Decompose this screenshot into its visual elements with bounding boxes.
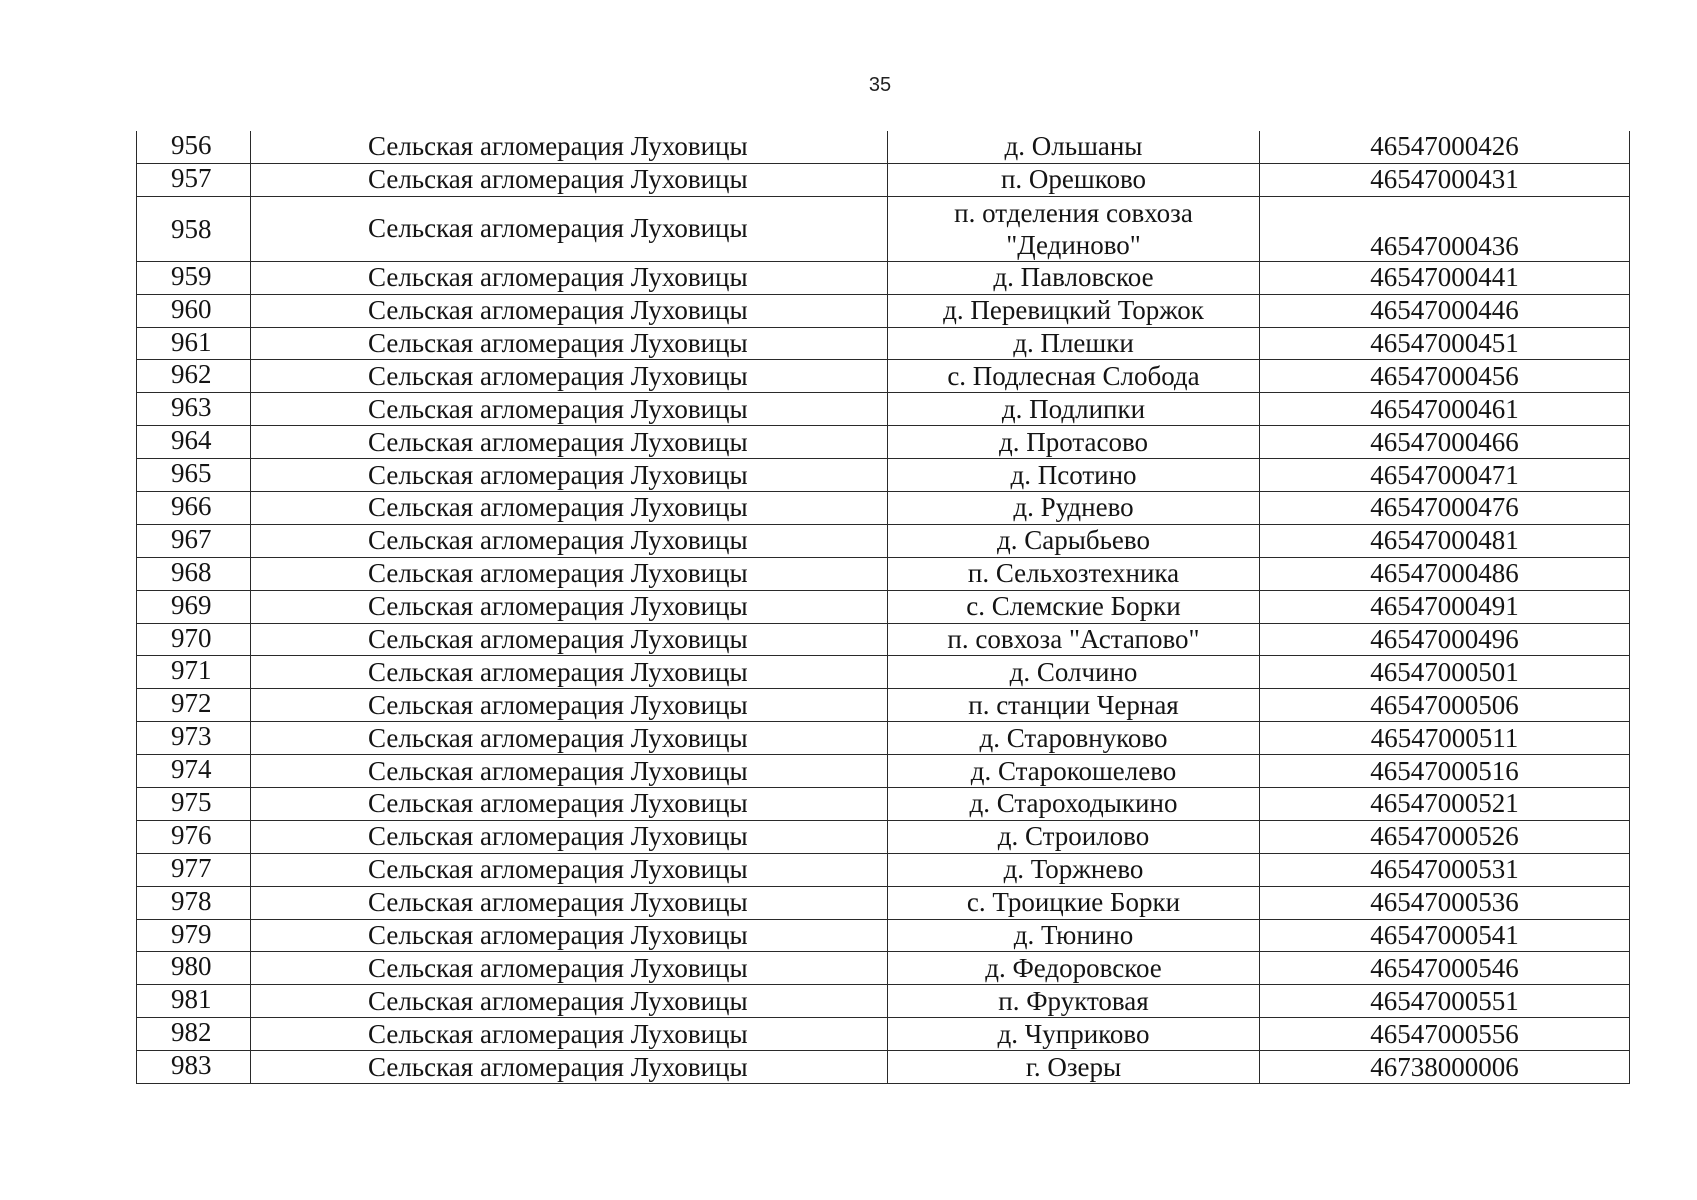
settlement-cell: д. Павловское — [888, 261, 1260, 294]
oktmo-code-cell: 46547000431 — [1260, 163, 1630, 196]
settlement-cell: д. Подлипки — [888, 393, 1260, 426]
settlement-cell: д. Протасово — [888, 426, 1260, 459]
settlement-cell: д. Старовнуково — [888, 722, 1260, 755]
row-number-cell: 958 — [137, 196, 251, 261]
oktmo-code-cell: 46547000556 — [1260, 1018, 1630, 1051]
row-number-cell: 969 — [137, 590, 251, 623]
agglomeration-cell: Сельская агломерация Луховицы — [251, 163, 888, 196]
table-row — [137, 952, 1630, 985]
agglomeration-cell: Сельская агломерация Луховицы — [251, 1051, 888, 1084]
row-number-cell: 965 — [137, 459, 251, 492]
agglomeration-cell: Сельская агломерация Луховицы — [251, 261, 888, 294]
row-number-cell: 975 — [137, 788, 251, 821]
row-number-cell: 968 — [137, 557, 251, 590]
table-row — [137, 656, 1630, 689]
table-row — [137, 492, 1630, 525]
settlement-cell: д. Чуприково — [888, 1018, 1260, 1051]
row-number-cell: 957 — [137, 163, 251, 196]
settlement-cell: п. Сельхозтехника — [888, 557, 1260, 590]
table-row — [137, 623, 1630, 656]
settlement-cell: д. Старокошелево — [888, 755, 1260, 788]
row-number-cell: 956 — [137, 131, 251, 163]
settlement-cell: д. Торжнево — [888, 853, 1260, 886]
agglomeration-cell: Сельская агломерация Луховицы — [251, 426, 888, 459]
table-row — [137, 788, 1630, 821]
row-number-cell: 966 — [137, 492, 251, 525]
table-row — [137, 327, 1630, 360]
agglomeration-cell: Сельская агломерация Луховицы — [251, 853, 888, 886]
agglomeration-cell: Сельская агломерация Луховицы — [251, 722, 888, 755]
agglomeration-cell: Сельская агломерация Луховицы — [251, 689, 888, 722]
agglomeration-cell: Сельская агломерация Луховицы — [251, 886, 888, 919]
row-number-cell: 967 — [137, 524, 251, 557]
agglomeration-cell: Сельская агломерация Луховицы — [251, 294, 888, 327]
oktmo-code-cell: 46547000491 — [1260, 590, 1630, 623]
row-number-cell: 976 — [137, 820, 251, 853]
settlement-cell: д. Руднево — [888, 492, 1260, 525]
oktmo-code-cell: 46547000546 — [1260, 952, 1630, 985]
oktmo-code-cell: 46547000486 — [1260, 557, 1630, 590]
oktmo-code-cell: 46547000501 — [1260, 656, 1630, 689]
table-row — [137, 886, 1630, 919]
table-row — [137, 755, 1630, 788]
settlement-cell: д. Солчино — [888, 656, 1260, 689]
settlement-cell: п. совхоза "Астапово" — [888, 623, 1260, 656]
oktmo-code-cell: 46547000426 — [1260, 131, 1630, 163]
settlement-cell: д. Староходыкино — [888, 788, 1260, 821]
oktmo-code-cell: 46547000446 — [1260, 294, 1630, 327]
table-row — [137, 261, 1630, 294]
settlement-cell: д. Сарыбьево — [888, 524, 1260, 557]
settlement-cell: п. отделения совхоза "Дединово" — [888, 196, 1260, 261]
oktmo-code-cell: 46547000461 — [1260, 393, 1630, 426]
agglomeration-cell: Сельская агломерация Луховицы — [251, 952, 888, 985]
table-row — [137, 590, 1630, 623]
oktmo-code-cell: 46547000481 — [1260, 524, 1630, 557]
row-number-cell: 974 — [137, 755, 251, 788]
oktmo-code-cell: 46547000511 — [1260, 722, 1630, 755]
table-row — [137, 426, 1630, 459]
agglomeration-cell: Сельская агломерация Луховицы — [251, 623, 888, 656]
settlement-cell: п. Фруктовая — [888, 985, 1260, 1018]
row-number-cell: 962 — [137, 360, 251, 393]
settlement-cell: с. Слемские Борки — [888, 590, 1260, 623]
settlement-cell: д. Тюнино — [888, 919, 1260, 952]
oktmo-code-cell: 46547000456 — [1260, 360, 1630, 393]
row-number-cell: 972 — [137, 689, 251, 722]
table-body — [137, 131, 1630, 1084]
table-row — [137, 557, 1630, 590]
agglomeration-cell: Сельская агломерация Луховицы — [251, 196, 888, 261]
settlement-cell: г. Озеры — [888, 1051, 1260, 1084]
settlement-cell: п. Орешково — [888, 163, 1260, 196]
table-row — [137, 919, 1630, 952]
table-row — [137, 689, 1630, 722]
row-number-cell: 977 — [137, 853, 251, 886]
oktmo-code-cell: 46547000471 — [1260, 459, 1630, 492]
settlement-cell: д. Строилово — [888, 820, 1260, 853]
table-row — [137, 722, 1630, 755]
table-row — [137, 853, 1630, 886]
agglomeration-cell: Сельская агломерация Луховицы — [251, 656, 888, 689]
oktmo-code-cell: 46547000516 — [1260, 755, 1630, 788]
row-number-cell: 963 — [137, 393, 251, 426]
oktmo-code-cell: 46547000466 — [1260, 426, 1630, 459]
table-row — [137, 459, 1630, 492]
row-number-cell: 970 — [137, 623, 251, 656]
row-number-cell: 982 — [137, 1018, 251, 1051]
settlement-cell: д. Псотино — [888, 459, 1260, 492]
oktmo-code-cell: 46547000451 — [1260, 327, 1630, 360]
agglomeration-cell: Сельская агломерация Луховицы — [251, 459, 888, 492]
settlement-cell: д. Перевицкий Торжок — [888, 294, 1260, 327]
agglomeration-cell: Сельская агломерация Луховицы — [251, 131, 888, 163]
oktmo-code-cell: 46547000476 — [1260, 492, 1630, 525]
table-row — [137, 163, 1630, 196]
agglomeration-cell: Сельская агломерация Луховицы — [251, 985, 888, 1018]
oktmo-code-cell: 46547000531 — [1260, 853, 1630, 886]
table-row — [137, 393, 1630, 426]
table-row — [137, 196, 1630, 261]
agglomeration-cell: Сельская агломерация Луховицы — [251, 820, 888, 853]
agglomeration-cell: Сельская агломерация Луховицы — [251, 393, 888, 426]
agglomeration-cell: Сельская агломерация Луховицы — [251, 1018, 888, 1051]
agglomeration-cell: Сельская агломерация Луховицы — [251, 557, 888, 590]
oktmo-code-cell: 46547000436 — [1260, 196, 1630, 261]
agglomeration-cell: Сельская агломерация Луховицы — [251, 360, 888, 393]
row-number-cell: 980 — [137, 952, 251, 985]
settlement-cell: п. станции Черная — [888, 689, 1260, 722]
table-row — [137, 360, 1630, 393]
row-number-cell: 973 — [137, 722, 251, 755]
table-row — [137, 131, 1630, 163]
row-number-cell: 961 — [137, 327, 251, 360]
oktmo-code-cell: 46547000496 — [1260, 623, 1630, 656]
settlement-cell: д. Плешки — [888, 327, 1260, 360]
row-number-cell: 981 — [137, 985, 251, 1018]
table-row — [137, 294, 1630, 327]
row-number-cell: 959 — [137, 261, 251, 294]
table-row — [137, 985, 1630, 1018]
row-number-cell: 983 — [137, 1051, 251, 1084]
settlement-cell: с. Троицкие Борки — [888, 886, 1260, 919]
settlement-cell: д. Федоровское — [888, 952, 1260, 985]
oktmo-code-cell: 46547000526 — [1260, 820, 1630, 853]
agglomeration-cell: Сельская агломерация Луховицы — [251, 788, 888, 821]
table-row — [137, 820, 1630, 853]
settlement-cell: с. Подлесная Слобода — [888, 360, 1260, 393]
table-row — [137, 524, 1630, 557]
oktmo-code-cell: 46547000551 — [1260, 985, 1630, 1018]
page-number: 35 — [868, 74, 892, 96]
row-number-cell: 979 — [137, 919, 251, 952]
agglomeration-cell: Сельская агломерация Луховицы — [251, 327, 888, 360]
table-row — [137, 1051, 1630, 1084]
oktmo-code-cell: 46547000541 — [1260, 919, 1630, 952]
agglomeration-cell: Сельская агломерация Луховицы — [251, 492, 888, 525]
agglomeration-cell: Сельская агломерация Луховицы — [251, 590, 888, 623]
oktmo-code-cell: 46547000441 — [1260, 261, 1630, 294]
oktmo-code-cell: 46547000536 — [1260, 886, 1630, 919]
settlement-cell: д. Ольшаны — [888, 131, 1260, 163]
row-number-cell: 960 — [137, 294, 251, 327]
oktmo-code-cell: 46547000506 — [1260, 689, 1630, 722]
agglomeration-cell: Сельская агломерация Луховицы — [251, 755, 888, 788]
agglomeration-cell: Сельская агломерация Луховицы — [251, 524, 888, 557]
oktmo-code-cell: 46547000521 — [1260, 788, 1630, 821]
row-number-cell: 964 — [137, 426, 251, 459]
row-number-cell: 971 — [137, 656, 251, 689]
agglomeration-cell: Сельская агломерация Луховицы — [251, 919, 888, 952]
settlement-table — [136, 131, 1630, 1084]
table-row — [137, 1018, 1630, 1051]
oktmo-code-cell: 46738000006 — [1260, 1051, 1630, 1084]
row-number-cell: 978 — [137, 886, 251, 919]
